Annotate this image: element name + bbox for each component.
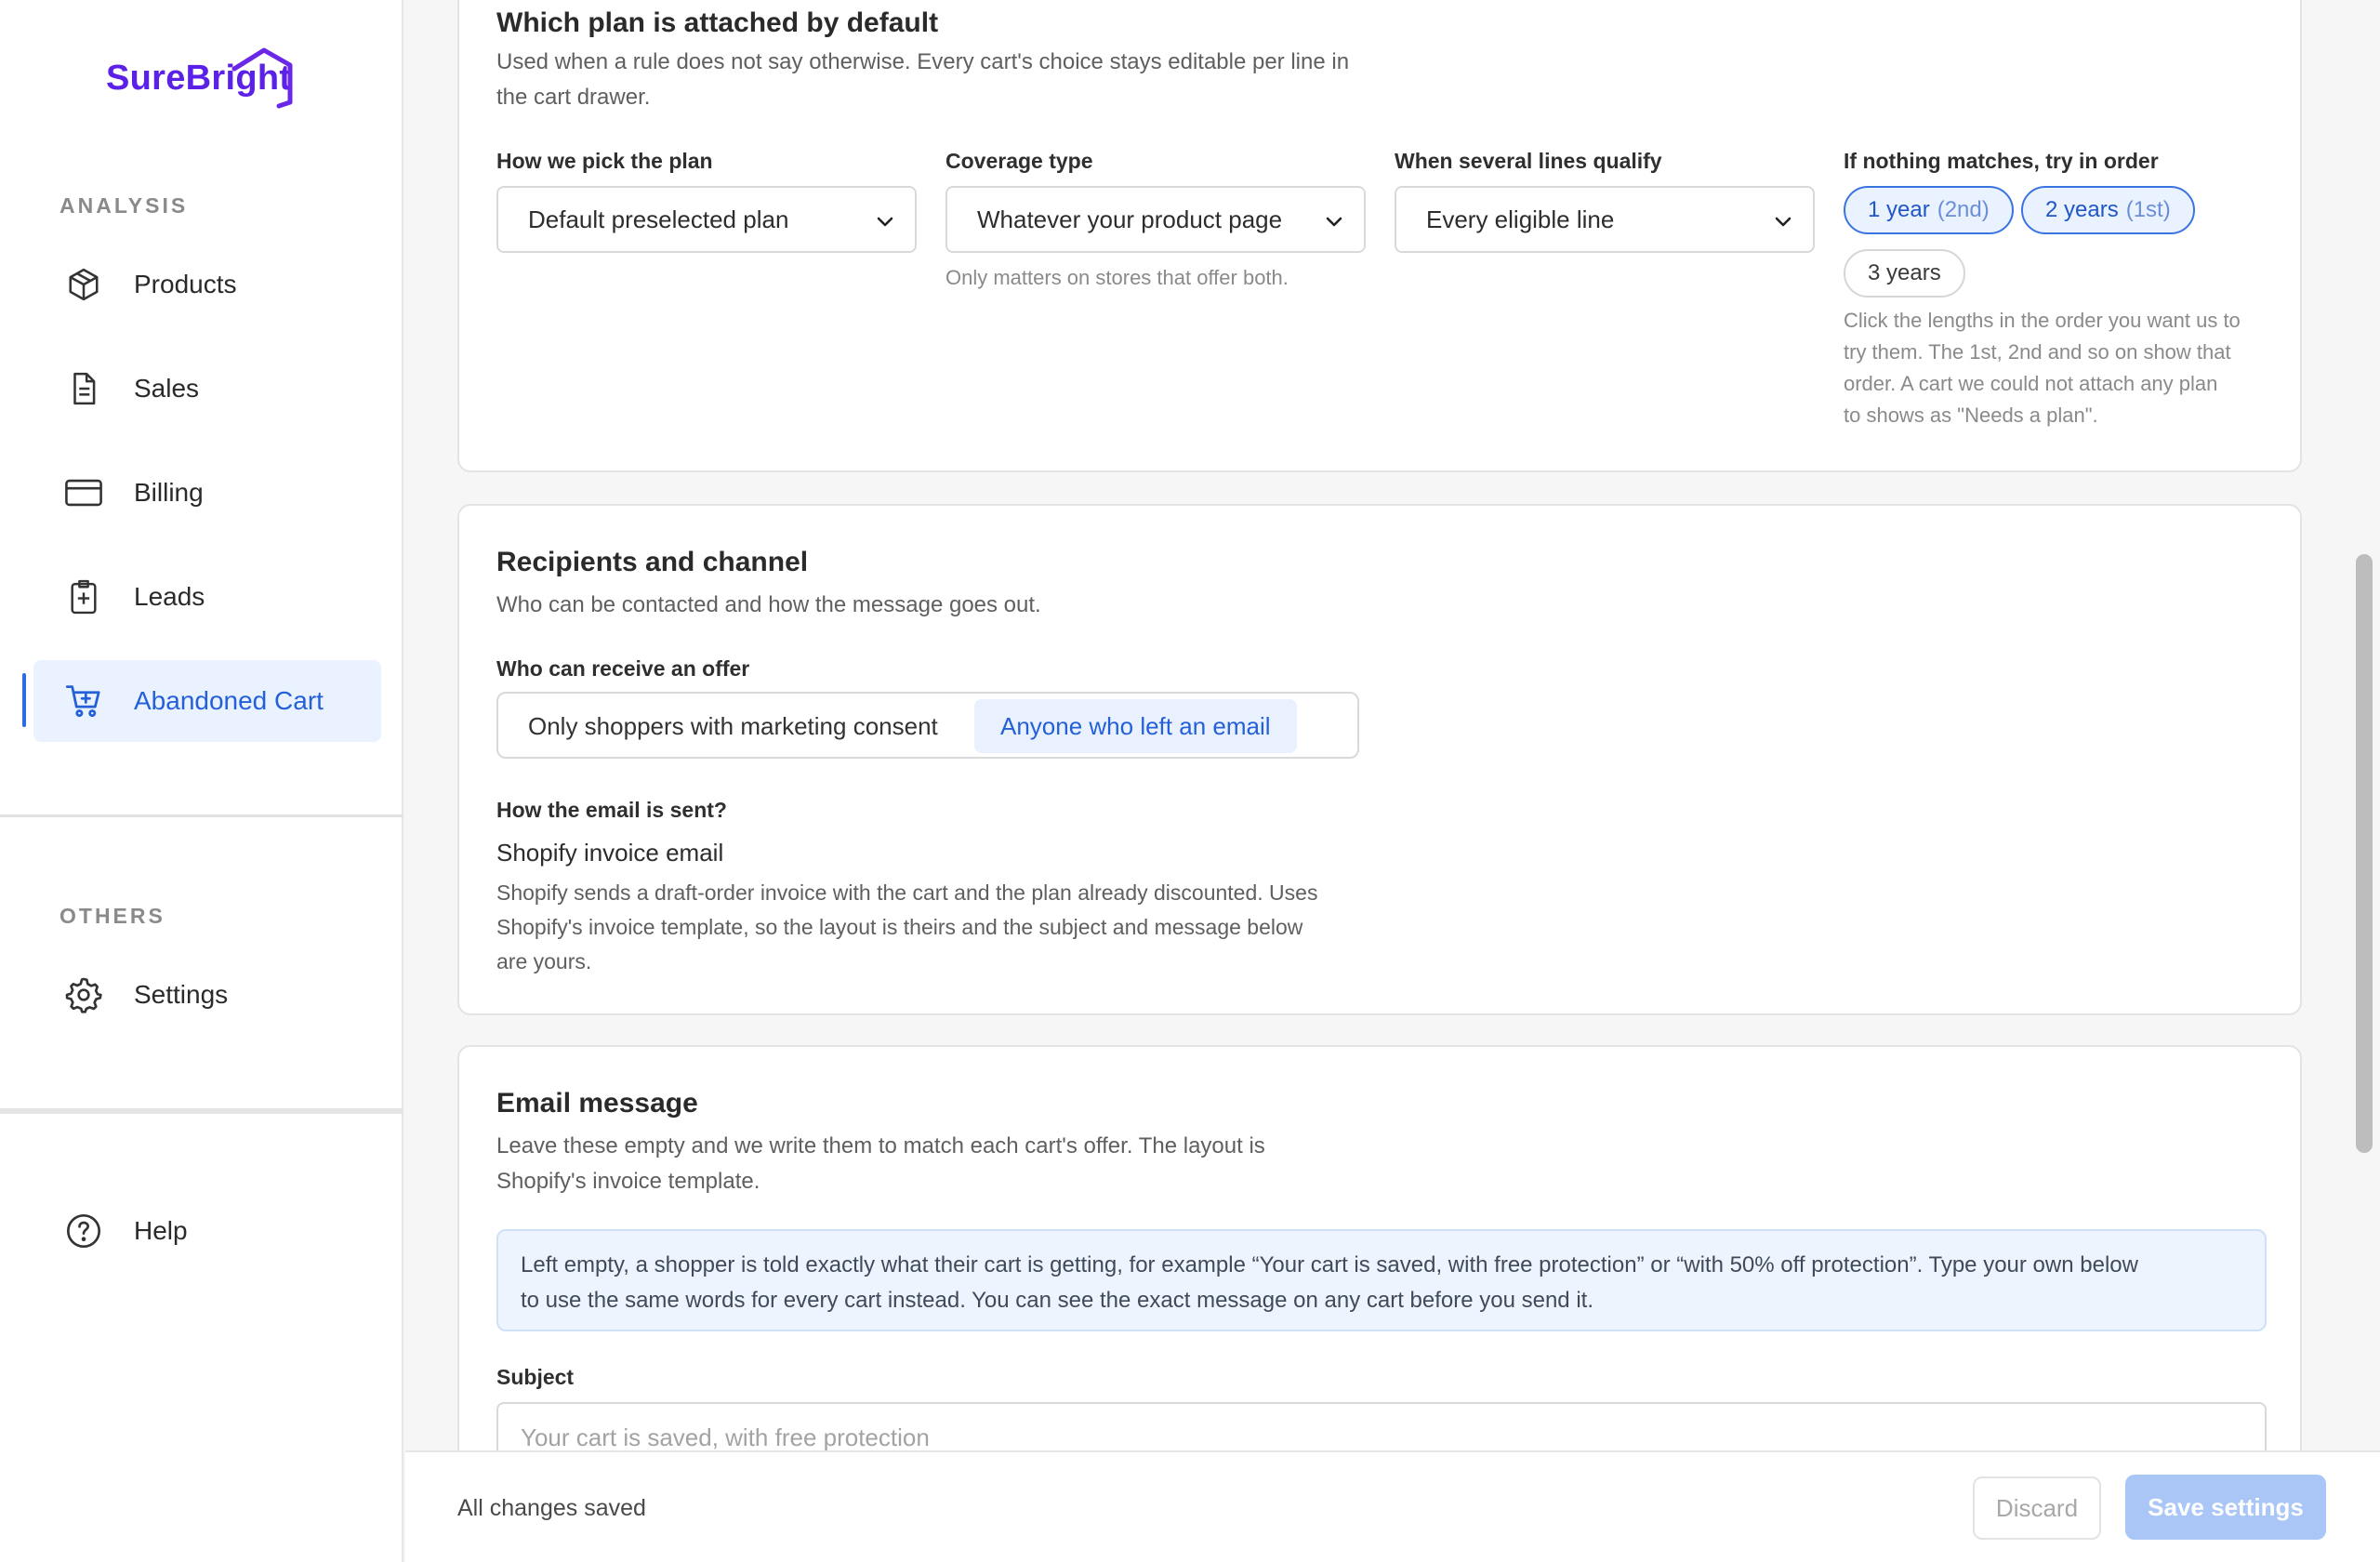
recipients-channel-card [457,504,2302,1015]
sidebar-item-sales[interactable] [33,348,381,430]
sidebar-item-label: Help [134,1216,188,1245]
discard-button[interactable]: Discard [1973,1476,2101,1540]
document-icon [33,370,123,407]
sidebar-item-products[interactable] [33,244,381,325]
help-line: try them. The 1st, 2nd and so on show that [1844,340,2231,364]
sidebar-item-billing[interactable] [33,452,381,534]
section-label-others: OTHERS [60,904,165,928]
option-anyone-with-email[interactable]: Anyone who left an email [974,699,1297,753]
send-method-desc [496,876,1317,979]
desc-line: Shopify's invoice template. [496,1169,760,1194]
plan-card-desc-line2: the cart drawer. [496,85,651,110]
several-lines-label: When several lines qualify [1395,149,1662,173]
chevron-down-icon [874,210,896,232]
chevron-down-icon [1772,210,1794,232]
sidebar-item-leads[interactable] [33,556,381,638]
chip-1-year[interactable] [1844,186,2014,234]
chip-2-years[interactable] [2021,186,2195,234]
fallback-order-help [1844,305,2271,431]
subject-label: Subject [496,1365,575,1389]
plan-default-card [457,0,2302,472]
help-line: order. A cart we could not attach any plan [1844,372,2218,395]
plan-card-title: Which plan is attached by default [496,7,939,38]
sidebar-item-label: Abandoned Cart [134,686,324,715]
send-method: Shopify invoice email [496,839,724,867]
chip-text: 2 years [2045,197,2119,222]
desc-line: Shopify's invoice template, so the layout is theirs and the subject and message below [496,915,1303,939]
surebright-logo[interactable] [106,41,291,115]
coverage-type-value: Whatever your product page [977,205,1283,233]
main-content [405,0,2345,1450]
sidebar-divider-bottom [0,1108,403,1114]
save-settings-button[interactable]: Save settings [2125,1475,2326,1540]
sidebar-item-settings[interactable] [33,954,381,1036]
several-lines-select[interactable] [1395,186,1815,253]
chip-order: (1st) [2125,197,2171,222]
credit-card-icon [33,476,123,510]
chip-text: 3 years [1868,260,1941,285]
box-icon [33,267,123,302]
sidebar-item-label: Billing [134,478,204,507]
question-circle-icon [33,1212,123,1250]
info-line: Left empty, a shopper is told exactly what their cart is getting, for example “Your cart is saved, with free protection” or “with 50% off protection”. Type your own below [521,1252,2138,1277]
email-card-title: Email message [496,1088,698,1119]
email-info-banner [496,1229,2267,1331]
scrollbar-thumb[interactable] [2356,554,2373,1153]
desc-line: are yours. [496,949,592,973]
help-line: Click the lengths in the order you want us to [1844,309,2241,332]
chip-order: (2nd) [1937,197,1990,222]
coverage-type-label: Coverage type [945,149,1093,173]
save-bar [405,1450,2380,1562]
sidebar-item-label: Leads [134,582,205,611]
cart-icon [33,683,123,719]
logo-roof-icon [229,45,296,110]
email-message-card [457,1045,2302,1450]
gear-icon [33,976,123,1013]
recipients-card-desc: Who can be contacted and how the message goes out. [496,592,1041,617]
coverage-help-text: Only matters on stores that offer both. [945,266,1289,289]
desc-line: Leave these empty and we write them to match each cart's offer. The layout is [496,1133,1265,1158]
sidebar [0,0,403,1562]
subject-input[interactable] [496,1402,2267,1450]
sidebar-divider [0,814,403,817]
active-indicator [22,673,26,727]
section-label-analysis: ANALYSIS [60,193,189,218]
option-marketing-consent[interactable]: Only shoppers with marketing consent [528,711,938,740]
help-line: to shows as "Needs a plan". [1844,404,2098,427]
fallback-order-label: If nothing matches, try in order [1844,149,2159,173]
sidebar-item-abandoned-cart[interactable] [33,660,381,742]
sidebar-item-label: Settings [134,980,229,1009]
sidebar-item-label: Products [134,270,237,298]
scrollbar-track[interactable] [2348,0,2380,1450]
chevron-down-icon [1323,210,1345,232]
pick-plan-label: How we pick the plan [496,149,713,173]
desc-line: Shopify sends a draft-order invoice with the cart and the plan already discounted. Uses [496,880,1318,905]
coverage-type-select[interactable] [945,186,1366,253]
chip-3-years[interactable] [1844,249,1965,298]
receive-offer-label: Who can receive an offer [496,656,750,681]
chip-text: 1 year [1868,197,1930,222]
save-status: All changes saved [457,1495,646,1521]
receive-offer-segmented-control [496,692,1359,759]
plan-card-desc-line1: Used when a rule does not say otherwise. Every cart's choice stays editable per line in [496,49,1350,74]
pick-plan-value: Default preselected plan [528,205,789,233]
email-card-desc [496,1129,1265,1199]
sidebar-item-help[interactable] [33,1190,381,1272]
several-lines-value: Every eligible line [1426,205,1615,233]
logo-text: SureBright [106,58,292,98]
info-line: to use the same words for every cart instead. You can see the exact message on any cart before you send it. [521,1288,1593,1313]
recipients-card-title: Recipients and channel [496,547,809,577]
email-send-label: How the email is sent? [496,798,727,822]
sidebar-item-label: Sales [134,374,200,403]
clipboard-plus-icon [33,578,123,616]
pick-plan-select[interactable] [496,186,917,253]
